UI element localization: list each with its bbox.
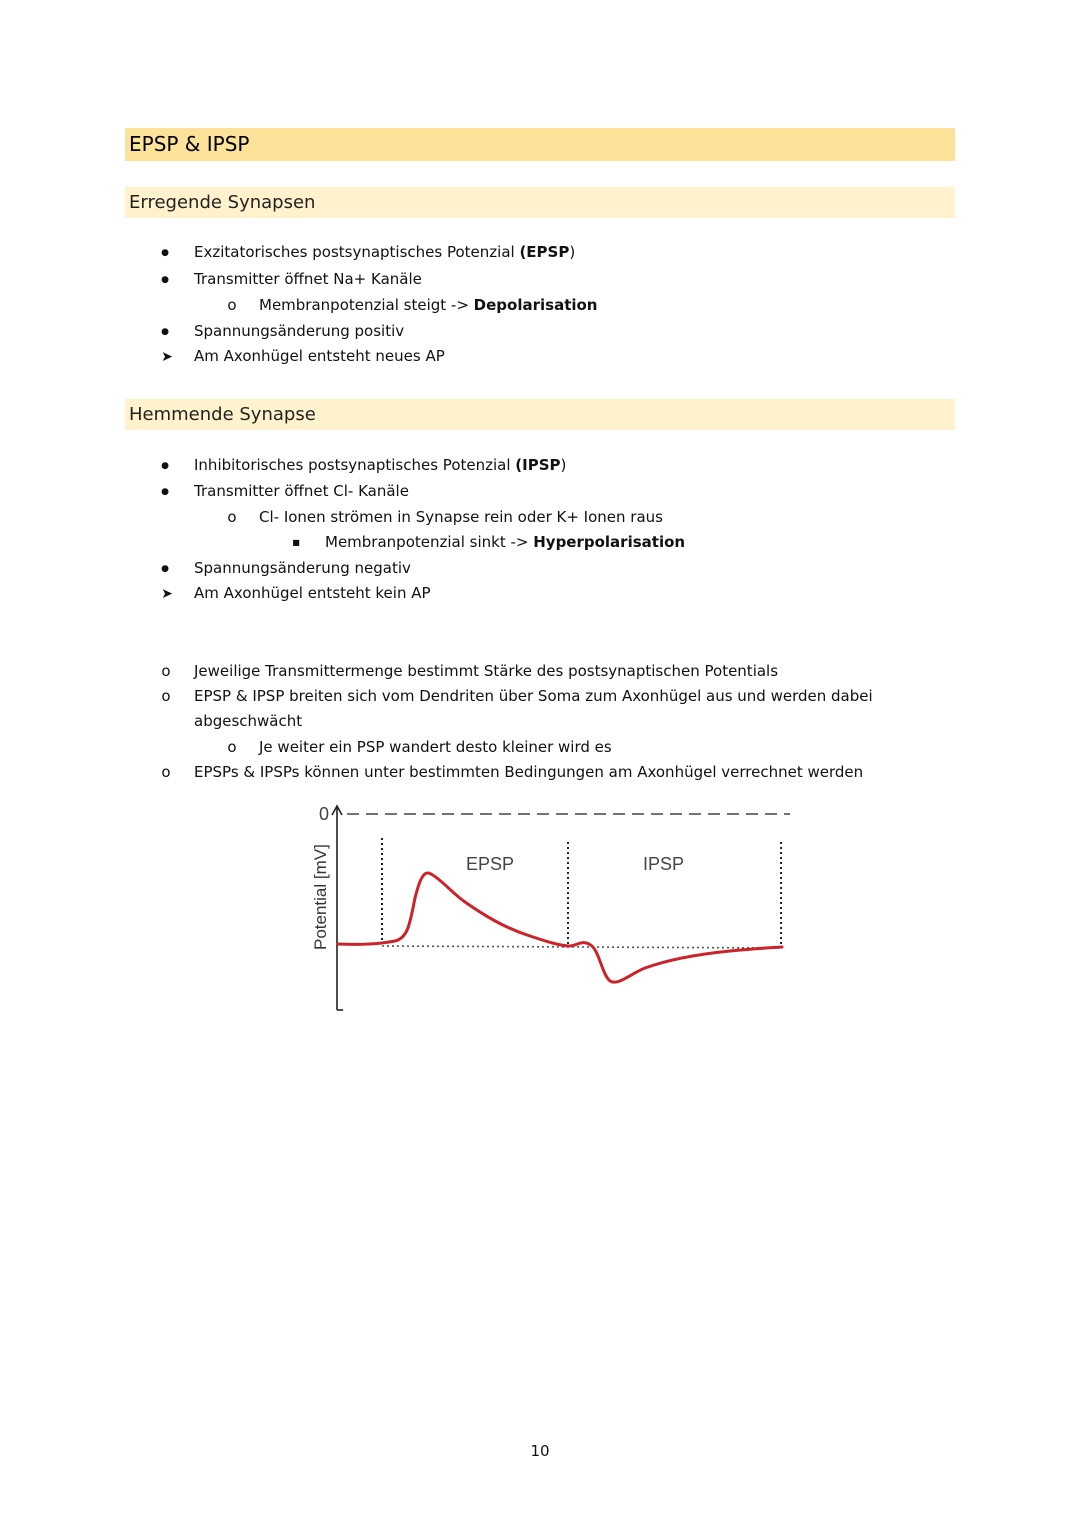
page-title: EPSP & IPSP (125, 128, 955, 161)
bullet-icon (155, 481, 175, 504)
list-item: EPSPs & IPSPs können unter bestimmten Bedingungen am Axonhügel verrechnet werden (194, 763, 864, 781)
bullet-icon (155, 455, 175, 478)
psp-chart (300, 798, 800, 1018)
list-item: Spannungsänderung negativ (194, 559, 411, 577)
list-item: EPSP & IPSP breiten sich vom Dendriten über Soma zum Axonhügel aus und werden dabei (194, 687, 873, 705)
bullet-icon (155, 269, 175, 292)
list-item: Transmitter öffnet Cl- Kanäle (194, 482, 409, 500)
potential-trace (338, 873, 782, 982)
list-item: Inhibitorisches postsynaptisches Potenzial (IPSP) (194, 456, 567, 474)
arrow-bullet-icon (157, 346, 177, 367)
circle-bullet-icon (156, 686, 176, 706)
list-item: Membranpotenzial sinkt -> Hyperpolarisation (325, 533, 686, 551)
resting-baseline (382, 946, 781, 948)
circle-bullet-icon (222, 737, 242, 757)
list-item: Am Axonhügel entsteht kein AP (194, 584, 431, 602)
list-item: Cl- Ionen strömen in Synapse rein oder K+ Ionen raus (259, 508, 663, 526)
bullet-icon (155, 321, 175, 344)
list-item-continuation: abgeschwächt (194, 712, 303, 730)
section-heading-excitatory: Erregende Synapsen (125, 187, 955, 218)
annotation-ipsp: IPSP (643, 854, 685, 874)
page-number: 10 (530, 1442, 550, 1460)
arrow-bullet-icon (157, 583, 177, 604)
bullet-icon (155, 558, 175, 581)
list-item: Transmitter öffnet Na+ Kanäle (194, 270, 422, 288)
bullet-icon (155, 242, 175, 265)
circle-bullet-icon (156, 661, 176, 681)
y-tick-label: 0 (319, 804, 330, 824)
circle-bullet-icon (222, 507, 242, 527)
y-axis-label: Potential [mV] (311, 844, 330, 950)
list-item: Am Axonhügel entsteht neues AP (194, 347, 445, 365)
circle-bullet-icon (156, 762, 176, 782)
list-item: Exzitatorisches postsynaptisches Potenzial (EPSP) (194, 243, 576, 261)
square-bullet-icon (286, 532, 306, 555)
section-heading-inhibitory: Hemmende Synapse (125, 399, 955, 430)
circle-bullet-icon (222, 295, 242, 315)
annotation-epsp: EPSP (466, 854, 515, 874)
list-item: Je weiter ein PSP wandert desto kleiner wird es (259, 738, 612, 756)
list-item: Jeweilige Transmittermenge bestimmt Stärke des postsynaptischen Potentials (194, 662, 779, 680)
list-item: Membranpotenzial steigt -> Depolarisation (259, 296, 598, 314)
list-item: Spannungsänderung positiv (194, 322, 405, 340)
